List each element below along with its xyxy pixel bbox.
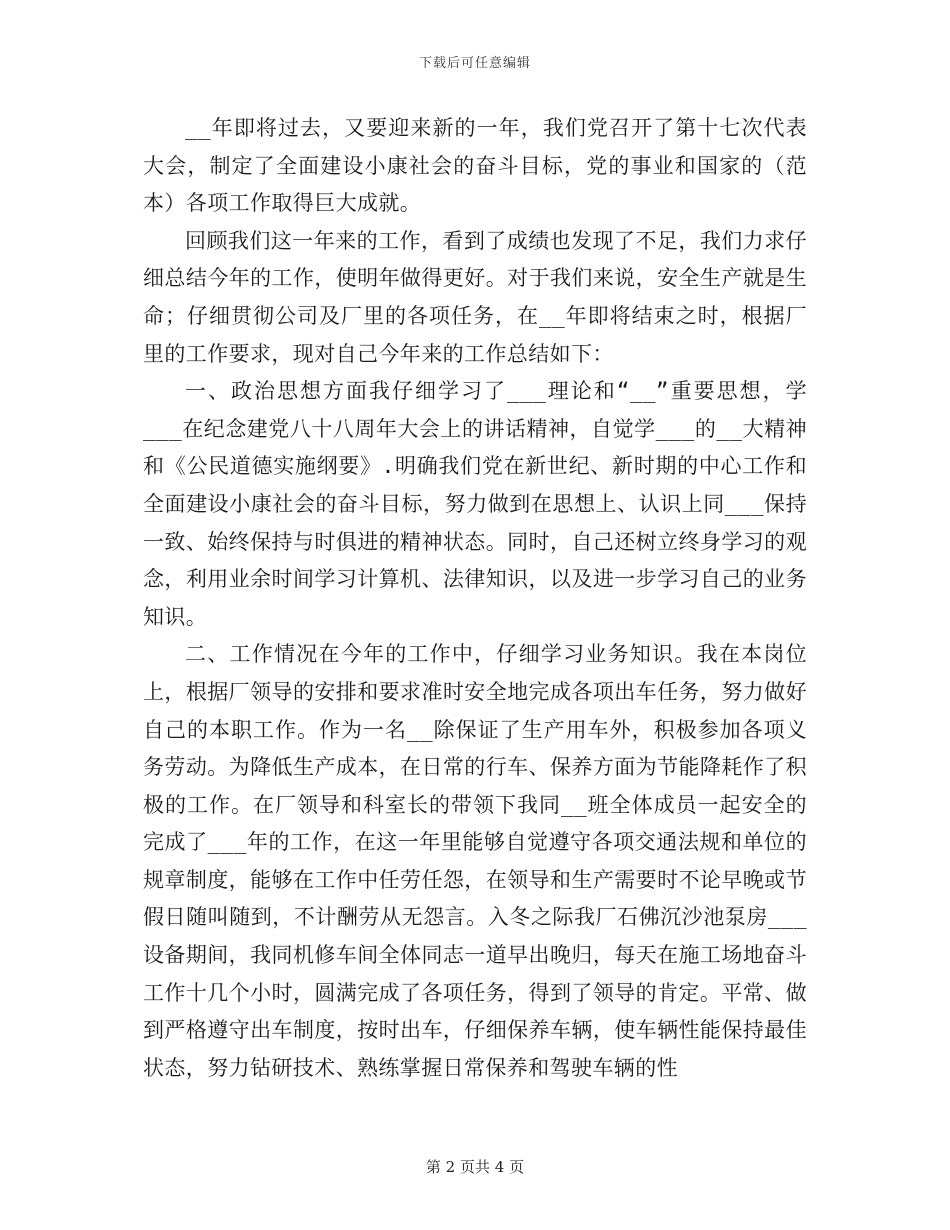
paragraph-review: 回顾我们这一年来的工作，看到了成绩也发现了不足，我们力求仔细总结今年的工作，使明年做得更好。对于我们来说，安全生产就是生命；仔细贯彻公司及厂里的各项任务，在__年即将结束之时，根据厂里的工作要求，现对自己今年来的工作总结如下： — [143, 228, 807, 366]
page-header: 下载后可任意编辑 — [418, 56, 531, 71]
page-footer: 第 2 页共 4 页 — [425, 1158, 525, 1176]
paragraph-intro: __年即将过去，又要迎来新的一年，我们党召开了第十七次代表大会，制定了全面建设小康社会的奋斗目标，党的事业和国家的（范本）各项工作取得巨大成就。 — [143, 116, 807, 216]
document-body — [143, 110, 807, 1087]
paragraph-political-thought: 一、政治思想方面我仔细学习了___理论和“__”重要思想，学___在纪念建党八十八周年大会上的讲话精神，自觉学___的__大精神和《公民道德实施纲要》.明确我们党在新世纪、新时期的中心工作和全面建设小康社会的奋斗目标，努力做到在思想上、认识上同___保持一致、始终保持与时俱进的精神状态。同时，自己还树立终身学习的观念，利用业余时间学习计算机、法律知识，以及进一步学习自己的业务知识。 — [143, 379, 807, 629]
paragraph-work-situation: 二、工作情况在今年的工作中，仔细学习业务知识。我在本岗位上，根据厂领导的安排和要求准时安全地完成各项出车任务，努力做好自己的本职工作。作为一名__除保证了生产用车外，积极参加各项义务劳动。为降低生产成本，在日常的行车、保养方面为节能降耗作了积极的工作。在厂领导和科室长的带领下我同__班全体成员一起安全的完成了___年的工作，在这一年里能够自觉遵守各项交通法规和单位的规章制度，能够在工作中任劳任怨，在领导和生产需要时不论早晚或节假日随叫随到，不计酬劳从无怨言。入冬之际我厂石佛沉沙池泵房___设备期间，我同机修车间全体同志一道早出晚归，每天在施工场地奋斗工作十几个小时，圆满完成了各项任务，得到了领导的肯定。平常、做到严格遵守出车制度，按时出车，仔细保养车辆，使车辆性能保持最佳状态，努力钻研技术、熟练掌握日常保养和驾驶车辆的性 — [143, 642, 807, 1080]
